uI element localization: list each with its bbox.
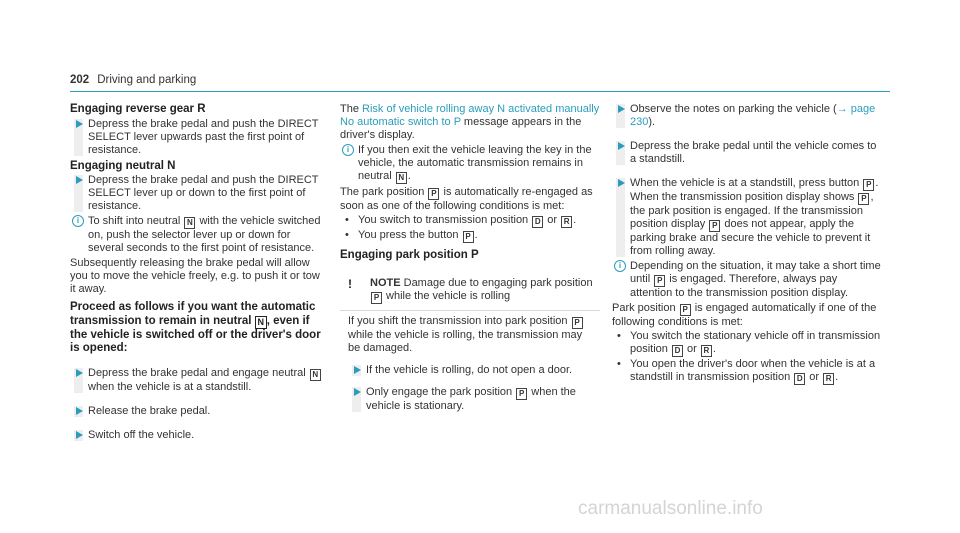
display-message-link[interactable]: Risk of vehicle rolling away N activated manually No automatic switch to P <box>340 103 600 128</box>
key-r-icon: R <box>701 345 712 357</box>
heading-neutral: Engaging neutral N <box>70 159 176 172</box>
paragraph-message: The Risk of vehicle rolling away N activated manually No automatic switch to P message appears in the driver's display. <box>340 103 600 141</box>
notice-step-2: Only engage the park position P when the vehicle is stationary. <box>348 386 592 413</box>
step-arrow-icon <box>76 369 83 377</box>
info-icon: i <box>342 144 354 156</box>
info-icon: i <box>72 215 84 227</box>
note-neutral: i To shift into neutral N with the vehicle switched on, push the selector lever up or down for several seconds to the first point of resistance. <box>70 215 325 255</box>
key-r-icon: R <box>823 373 834 385</box>
key-p-icon: P <box>709 220 720 232</box>
key-p-icon: P <box>516 388 527 400</box>
heading-proceed: Proceed as follows if you want the automatic transmission to remain in neutral N , even if the vehicle is switched off or the driver's door is opened: <box>70 301 321 354</box>
step-reverse: Depress the brake pedal and push the DIRECT SELECT lever upwards past the first point of resistance. <box>70 118 325 157</box>
step-proceed-2: Release the brake pedal. <box>70 405 325 418</box>
page-number: 202 <box>70 74 90 86</box>
page-header <box>70 74 196 86</box>
paragraph-park-reengaged: The park position P is automatically re-engaged as soon as one of the following conditions is met: <box>340 186 593 212</box>
key-n-icon: N <box>396 172 407 184</box>
bullet-switch-d-r: • You switch to transmission position D or R . <box>340 214 600 228</box>
notice-box <box>340 271 600 420</box>
step-arrow-icon <box>618 105 625 113</box>
heading-reverse: Engaging reverse gear R <box>70 103 206 115</box>
watermark: carmanualsonline.info <box>578 498 763 519</box>
bullet-switch-off: • You switch the stationary vehicle off in transmission position D or R . <box>612 330 882 357</box>
key-n-icon: N <box>255 316 267 329</box>
step-neutral: Depress the brake pedal and push the DIRECT SELECT lever up or down to the first point of resistance. <box>70 174 325 213</box>
step-arrow-icon <box>76 120 83 128</box>
column-right <box>612 100 882 386</box>
section-title: Driving and parking <box>97 74 197 86</box>
step-press-p: When the vehicle is at a standstill, press button P . When the transmission position display shows P , the park position is engaged. If the transmission position display P does not appear, apply the parking brake and secure the vehicle to prevent it from rolling away. <box>612 177 882 258</box>
key-d-icon: D <box>532 216 543 228</box>
key-d-icon: D <box>672 345 683 357</box>
notice-step-1: If the vehicle is rolling, do not open a door. <box>348 364 592 377</box>
notice-header: ! NOTE Damage due to engaging park position P while the vehicle is rolling <box>340 271 600 310</box>
page-reference-link[interactable]: → page 230 <box>630 103 876 128</box>
key-p-icon: P <box>680 304 691 316</box>
step-arrow-icon <box>354 388 361 396</box>
key-n-icon: N <box>310 369 321 381</box>
step-observe-notes: Observe the notes on parking the vehicle (→ page 230). <box>612 103 882 129</box>
heading-park: Engaging park position P <box>340 249 479 261</box>
key-p-icon: P <box>572 317 583 329</box>
key-p-icon: P <box>428 188 439 200</box>
key-p-icon: P <box>654 275 665 287</box>
step-arrow-icon <box>354 366 361 374</box>
notice-body: If you shift the transmission into park position P while the vehicle is rolling, the transmission may be damaged. If the vehicle is rolling, do not open a door. Only engage the park position P when the vehicle is stationary. <box>340 310 600 420</box>
step-arrow-icon <box>76 176 83 184</box>
note-engage-delay: i Depending on the situation, it may take a short time until P is engaged. Therefore, always pay attention to the transmission position display. <box>612 260 882 300</box>
key-r-icon: R <box>561 216 572 228</box>
key-d-icon: D <box>794 373 805 385</box>
step-arrow-icon <box>618 179 625 187</box>
header-rule <box>70 91 890 92</box>
step-arrow-icon <box>76 431 83 439</box>
warning-icon: ! <box>348 276 352 291</box>
key-p-icon: P <box>463 231 474 243</box>
step-arrow-icon <box>76 407 83 415</box>
step-depress-brake: Depress the brake pedal until the vehicle comes to a standstill. <box>612 140 882 166</box>
bullet-press-p: • You press the button P . <box>340 229 600 243</box>
paragraph-neutral: Subsequently releasing the brake pedal will allow you to move the vehicle freely, e.g. to push it or tow it away. <box>70 257 320 295</box>
info-icon: i <box>614 260 626 272</box>
paragraph-auto-park: Park position P is engaged automatically if one of the following conditions is met: <box>612 302 877 328</box>
key-n-icon: N <box>184 217 195 229</box>
key-p-icon: P <box>371 292 382 304</box>
step-proceed-3: Switch off the vehicle. <box>70 429 325 442</box>
column-left <box>70 100 325 443</box>
bullet-open-door: • You open the driver's door when the vehicle is at a standstill in transmission position D or R . <box>612 358 882 385</box>
key-p-icon: P <box>863 179 874 191</box>
step-proceed-1: Depress the brake pedal and engage neutral N when the vehicle is at a standstill. <box>70 367 325 394</box>
column-middle <box>340 100 600 420</box>
key-p-icon: P <box>858 193 869 205</box>
note-key-in-vehicle: i If you then exit the vehicle leaving the key in the vehicle, the automatic transmission remains in neutral N . <box>340 144 600 184</box>
step-arrow-icon <box>618 142 625 150</box>
